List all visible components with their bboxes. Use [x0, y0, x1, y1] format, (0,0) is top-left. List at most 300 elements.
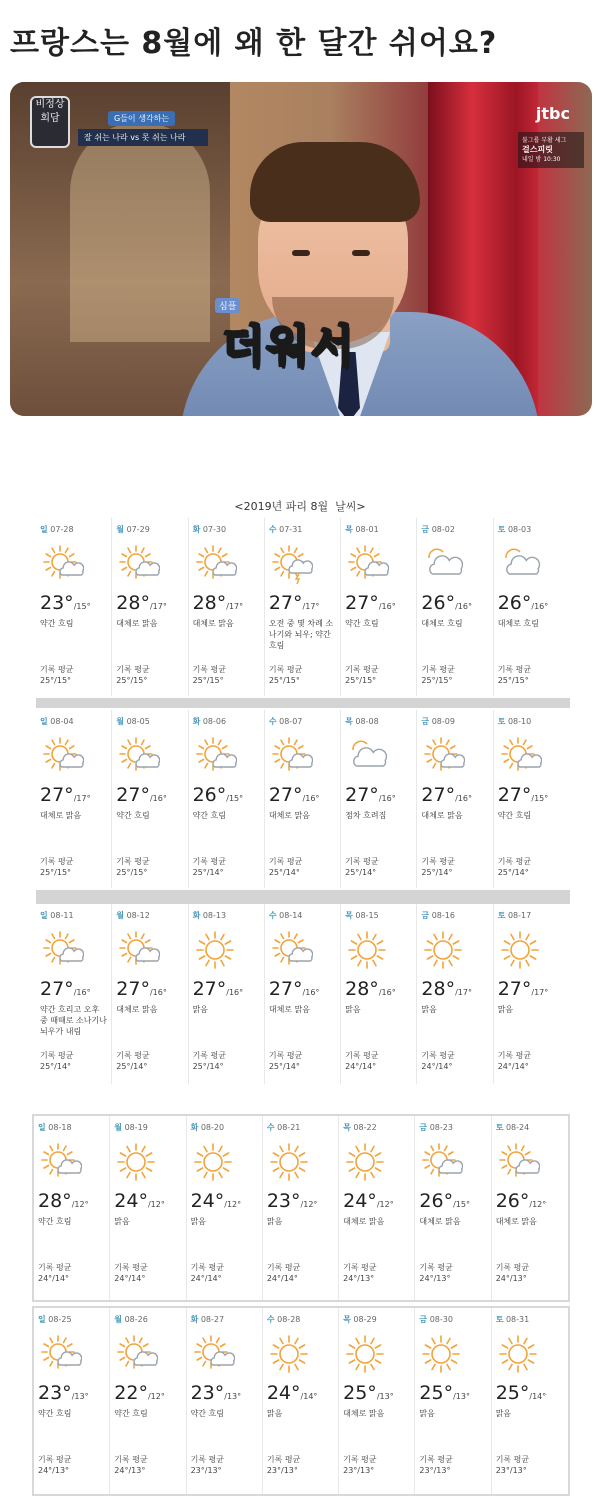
day-cell[interactable] — [341, 710, 417, 888]
high-temp: 25° — [419, 1382, 454, 1404]
sun-icon — [345, 930, 389, 970]
day-cell[interactable] — [492, 1116, 568, 1300]
temperature — [40, 978, 91, 1000]
date-label: 08-09 — [431, 717, 455, 726]
date-label: 08-18 — [48, 1123, 72, 1132]
low-temp: /13° — [376, 1392, 394, 1401]
date-label: 08-21 — [277, 1123, 301, 1132]
temperature — [267, 1190, 318, 1212]
week-row — [36, 710, 570, 888]
day-header — [40, 524, 74, 535]
low-temp: /12° — [376, 1200, 394, 1209]
day-header — [269, 716, 303, 727]
weekday-label: 금 — [421, 717, 430, 726]
sun-cloud-icon — [38, 1334, 82, 1374]
day-header — [345, 910, 379, 921]
sun-icon — [496, 1334, 540, 1374]
sun-cloud-icon — [116, 736, 160, 776]
sun-cloud-icon — [193, 736, 237, 776]
high-temp: 24° — [343, 1190, 377, 1212]
average-temp: 24°/14° — [38, 1274, 70, 1283]
average-temp: 25°/15° — [421, 676, 453, 685]
average-temp: 23°/13° — [495, 1466, 527, 1475]
sun-cloud-icon — [193, 544, 237, 584]
average-label: 기록 평균 — [40, 857, 74, 866]
high-temp: 26° — [497, 592, 532, 614]
low-temp: /16° — [531, 602, 549, 611]
temperature — [419, 1382, 470, 1404]
promo-line: 불그룹 부활 세그 — [522, 137, 567, 144]
sun-cloud-icon — [421, 736, 465, 776]
sun-icon — [343, 1142, 387, 1182]
sun-cloud-icon — [38, 1142, 82, 1182]
average-label: 기록 평균 — [497, 1051, 532, 1060]
date-label: 08-06 — [202, 717, 227, 726]
high-temp: 25° — [495, 1382, 530, 1404]
temperature — [191, 1190, 242, 1212]
day-header — [421, 910, 455, 921]
high-temp: 26° — [495, 1190, 530, 1212]
weather-description: 약간 흐림 — [190, 1409, 225, 1418]
weekday-label: 금 — [421, 525, 430, 534]
day-header — [38, 1314, 72, 1325]
sun-icon — [193, 930, 237, 970]
high-temp: 27° — [268, 978, 303, 1000]
weather-description: 맑음 — [114, 1217, 130, 1226]
high-temp: 27° — [345, 592, 379, 614]
day-cell[interactable] — [417, 518, 493, 696]
sun-icon — [419, 1334, 463, 1374]
low-temp: /12° — [147, 1392, 165, 1401]
low-temp: /16° — [378, 794, 396, 803]
day-cell[interactable] — [34, 1116, 110, 1300]
date-label: 08-28 — [277, 1315, 301, 1324]
weekday-label: 일 — [38, 1123, 46, 1132]
date-label: 08-29 — [353, 1315, 377, 1324]
day-header — [40, 716, 74, 727]
weekday-label: 일 — [40, 717, 48, 726]
weekday-label: 월 — [114, 1315, 123, 1324]
average-label: 기록 평균 — [114, 1455, 148, 1464]
weather-description: 맑음 — [497, 1005, 514, 1014]
temperature — [269, 784, 320, 806]
week-separator — [36, 890, 570, 900]
low-temp: /14° — [300, 1392, 318, 1401]
temperature — [498, 978, 549, 1000]
weekday-label: 목 — [345, 717, 353, 726]
day-cell[interactable] — [341, 904, 417, 1084]
day-header — [193, 524, 227, 535]
temperature — [193, 784, 244, 806]
date-label: 08-02 — [431, 525, 455, 534]
average-label: 기록 평균 — [40, 1051, 74, 1060]
sun-cloud-icon — [269, 736, 313, 776]
temperature — [345, 784, 396, 806]
weekday-label: 토 — [497, 717, 506, 726]
average-temp: 25°/14° — [192, 868, 224, 877]
high-temp: 26° — [421, 592, 456, 614]
weekday-label: 목 — [345, 911, 353, 920]
average-temp: 24°/13° — [495, 1274, 527, 1283]
high-temp: 28° — [116, 592, 150, 614]
date-label: 08-30 — [429, 1315, 453, 1324]
average-temp: 24°/14° — [497, 1062, 529, 1071]
low-temp: /13° — [453, 1392, 470, 1401]
weekday-label: 월 — [116, 911, 125, 920]
weekday-label: 수 — [268, 911, 277, 920]
weather-description: 맑음 — [345, 1005, 361, 1014]
weekday-label: 목 — [343, 1315, 351, 1324]
date-label: 08-11 — [50, 911, 74, 920]
day-header — [421, 524, 455, 535]
topic-banner-bottom: 잘 쉬는 나라 vs 못 쉬는 나라 — [78, 129, 208, 146]
promo-box — [518, 132, 584, 168]
temperature — [419, 1190, 470, 1212]
high-temp: 24° — [266, 1382, 301, 1404]
average-label: 기록 평균 — [421, 665, 455, 674]
day-cell[interactable] — [494, 904, 570, 1084]
average-temp: 24°/14° — [345, 1062, 377, 1071]
high-temp: 25° — [343, 1382, 377, 1404]
temperature — [38, 1382, 89, 1404]
day-header — [193, 716, 227, 727]
high-temp: 23° — [38, 1382, 72, 1404]
temperature — [193, 978, 244, 1000]
date-label: 08-25 — [48, 1315, 72, 1324]
average-temp: 25°/15° — [116, 868, 148, 877]
day-header — [496, 1122, 530, 1133]
weather-description: 대체로 흐림 — [497, 619, 539, 628]
average-temp: 25°/14° — [40, 1062, 72, 1071]
weekday-label: 월 — [116, 525, 125, 534]
channel-logo: jtbc — [535, 104, 570, 123]
day-cell[interactable] — [34, 1308, 110, 1494]
date-label: 07-29 — [126, 525, 150, 534]
high-temp: 24° — [190, 1190, 225, 1212]
date-label: 07-30 — [202, 525, 227, 534]
day-cell[interactable] — [263, 1116, 339, 1300]
day-cell[interactable] — [36, 710, 112, 888]
high-temp: 26° — [192, 784, 227, 806]
low-temp: /16° — [302, 794, 320, 803]
high-temp: 24° — [114, 1190, 148, 1212]
day-header — [267, 1122, 301, 1133]
weather-description: 맑음 — [419, 1409, 435, 1418]
weather-description: 맑음 — [192, 1005, 209, 1014]
sun-icon — [421, 930, 465, 970]
date-label: 07-31 — [279, 525, 303, 534]
low-temp: /12° — [71, 1200, 89, 1209]
day-header — [191, 1314, 225, 1325]
date-label: 08-20 — [200, 1123, 225, 1132]
day-header — [40, 910, 74, 921]
day-cell[interactable] — [494, 518, 570, 696]
cloud-sun-icon — [498, 544, 542, 584]
day-cell[interactable] — [339, 1116, 415, 1300]
average-temp: 24°/13° — [114, 1466, 146, 1475]
average-label: 기록 평균 — [419, 1263, 453, 1272]
average-temp: 24°/14° — [114, 1274, 146, 1283]
average-temp: 24°/13° — [38, 1466, 70, 1475]
day-cell[interactable] — [187, 1308, 263, 1494]
weekday-label: 금 — [419, 1123, 428, 1132]
day-cell[interactable] — [189, 518, 265, 696]
temperature — [269, 978, 320, 1000]
day-cell[interactable] — [189, 904, 265, 1084]
average-temp: 25°/15° — [116, 676, 148, 685]
average-label: 기록 평균 — [345, 857, 379, 866]
weather-description: 대체로 맑음 — [343, 1217, 385, 1226]
day-header — [269, 524, 303, 535]
weather-description: 약간 흐림 — [40, 619, 74, 628]
average-label: 기록 평균 — [190, 1263, 225, 1272]
date-label: 08-13 — [202, 911, 227, 920]
temperature — [114, 1382, 165, 1404]
weekday-label: 수 — [268, 717, 277, 726]
weekday-label: 화 — [190, 1315, 199, 1324]
weather-description: 대체로 흐림 — [421, 619, 463, 628]
date-label: 08-17 — [507, 911, 532, 920]
average-temp: 25°/15° — [40, 676, 72, 685]
day-header — [38, 1122, 72, 1133]
day-header — [191, 1122, 225, 1133]
day-header — [114, 1314, 148, 1325]
weekday-label: 화 — [190, 1123, 199, 1132]
average-temp: 24°/14° — [190, 1274, 222, 1283]
average-label: 기록 평균 — [419, 1455, 453, 1464]
weekday-label: 토 — [497, 911, 506, 920]
date-label: 08-01 — [355, 525, 379, 534]
weather-description: 대체로 맑음 — [268, 1005, 311, 1014]
average-label: 기록 평균 — [192, 665, 227, 674]
sun-cloud-icon — [116, 544, 160, 584]
low-temp: /15° — [453, 1200, 470, 1209]
average-temp: 25°/14° — [116, 1062, 148, 1071]
day-header — [345, 716, 379, 727]
weekday-label: 토 — [495, 1315, 504, 1324]
day-cell[interactable] — [265, 904, 341, 1084]
temperature — [267, 1382, 318, 1404]
date-label: 08-15 — [355, 911, 379, 920]
average-label: 기록 평균 — [421, 857, 455, 866]
low-temp: /17° — [73, 794, 91, 803]
high-temp: 27° — [268, 592, 303, 614]
day-cell[interactable] — [112, 518, 188, 696]
average-temp: 25°/14° — [192, 1062, 224, 1071]
temperature — [498, 784, 549, 806]
weather-description: 대체로 맑음 — [421, 811, 463, 820]
average-label: 기록 평균 — [343, 1455, 377, 1464]
day-header — [114, 1122, 148, 1133]
sun-icon — [343, 1334, 387, 1374]
day-cell[interactable] — [112, 710, 188, 888]
week-row — [32, 1306, 570, 1496]
day-cell[interactable] — [36, 904, 112, 1084]
day-cell[interactable] — [263, 1308, 339, 1494]
day-cell[interactable] — [110, 1308, 186, 1494]
sun-icon — [114, 1142, 158, 1182]
topic-banner-top: G들이 생각하는 — [108, 111, 175, 126]
tv-screenshot — [10, 82, 592, 416]
day-header — [498, 524, 532, 535]
day-cell[interactable] — [112, 904, 188, 1084]
date-label: 08-22 — [353, 1123, 377, 1132]
tv-caption: 더워서 — [222, 321, 356, 372]
day-header — [345, 524, 379, 535]
sun-cloud-icon — [40, 544, 84, 584]
man-hair — [250, 142, 420, 222]
day-header — [419, 1314, 453, 1325]
weather-description: 약간 흐림 — [38, 1217, 72, 1226]
weather-description: 대체로 맑음 — [343, 1409, 385, 1418]
average-temp: 23°/13° — [343, 1466, 375, 1475]
sun-cloud-icon — [116, 930, 160, 970]
average-label: 기록 평균 — [114, 1263, 148, 1272]
high-temp: 27° — [40, 784, 74, 806]
temperature — [114, 1190, 165, 1212]
low-temp: /17° — [531, 988, 549, 997]
week-row — [32, 1114, 570, 1302]
low-temp: /16° — [149, 988, 167, 997]
day-cell[interactable] — [265, 710, 341, 888]
week-separator — [36, 698, 570, 708]
average-temp: 25°/14° — [497, 868, 529, 877]
temperature — [496, 1190, 547, 1212]
promo-time: 내일 밤 10:30 — [522, 156, 561, 163]
weather-description: 오전 중 몇 차례 소나기와 뇌우; 약간 흐림 — [268, 619, 334, 650]
average-label: 기록 평균 — [266, 1263, 301, 1272]
temperature — [40, 784, 91, 806]
date-label: 08-10 — [507, 717, 532, 726]
average-temp: 25°/14° — [268, 1062, 300, 1071]
day-header — [421, 716, 455, 727]
day-cell[interactable] — [265, 518, 341, 696]
sun-cloud-icon — [345, 544, 389, 584]
low-temp: /16° — [73, 988, 91, 997]
sun-icon — [191, 1142, 235, 1182]
weekday-label: 수 — [266, 1123, 275, 1132]
date-label: 08-05 — [126, 717, 150, 726]
day-cell[interactable] — [110, 1116, 186, 1300]
high-temp: 27° — [268, 784, 303, 806]
day-cell[interactable] — [189, 710, 265, 888]
sun-icon — [267, 1334, 311, 1374]
high-temp: 27° — [192, 978, 227, 1000]
day-cell[interactable] — [187, 1116, 263, 1300]
weather-description: 점차 흐려짐 — [345, 811, 387, 820]
week-row — [36, 904, 570, 1084]
high-temp: 28° — [38, 1190, 72, 1212]
date-label: 08-24 — [505, 1123, 530, 1132]
average-label: 기록 평균 — [421, 1051, 455, 1060]
weekday-label: 수 — [266, 1315, 275, 1324]
sun-cloud-icon — [114, 1334, 158, 1374]
week-separator — [36, 900, 570, 904]
day-cell[interactable] — [36, 518, 112, 696]
weekday-label: 금 — [421, 911, 430, 920]
average-temp: 24°/13° — [343, 1274, 375, 1283]
low-temp: /16° — [378, 602, 396, 611]
high-temp: 28° — [421, 978, 456, 1000]
high-temp: 23° — [40, 592, 74, 614]
average-temp: 25°/14° — [268, 868, 300, 877]
average-temp: 23°/13° — [266, 1466, 298, 1475]
date-label: 08-31 — [505, 1315, 530, 1324]
weather-description: 대체로 맑음 — [268, 811, 311, 820]
low-temp: /15° — [531, 794, 549, 803]
day-header — [116, 910, 150, 921]
day-cell[interactable] — [417, 904, 493, 1084]
date-label: 08-23 — [429, 1123, 453, 1132]
low-temp: /16° — [378, 988, 396, 997]
temperature — [40, 592, 91, 614]
low-temp: /16° — [226, 988, 244, 997]
low-temp: /16° — [149, 794, 167, 803]
day-cell[interactable] — [492, 1308, 568, 1494]
low-temp: /16° — [455, 794, 472, 803]
page-headline: 프랑스는 8월에 왜 한 달간 쉬어요? — [10, 26, 498, 61]
sun-cloud-icon — [496, 1142, 540, 1182]
high-temp: 27° — [116, 978, 150, 1000]
temperature — [345, 592, 396, 614]
sun-cloud-icon — [40, 930, 84, 970]
weather-description: 맑음 — [495, 1409, 512, 1418]
day-cell[interactable] — [415, 1116, 491, 1300]
weekday-label: 목 — [343, 1123, 351, 1132]
weather-description: 대체로 맑음 — [40, 811, 82, 820]
weather-description: 약간 흐림 — [116, 811, 150, 820]
weekday-label: 월 — [114, 1123, 123, 1132]
day-header — [193, 910, 227, 921]
sun-icon — [498, 930, 542, 970]
day-cell[interactable] — [415, 1308, 491, 1494]
date-label: 08-04 — [50, 717, 74, 726]
temperature — [116, 592, 167, 614]
temperature — [421, 784, 472, 806]
weekday-label: 금 — [419, 1315, 428, 1324]
day-cell[interactable] — [341, 518, 417, 696]
weather-description: 맑음 — [190, 1217, 207, 1226]
weather-description: 약간 흐림 — [38, 1409, 72, 1418]
weather-description: 대체로 맑음 — [116, 1005, 158, 1014]
temperature — [345, 978, 396, 1000]
temperature — [343, 1190, 394, 1212]
sun-icon — [267, 1142, 311, 1182]
topic-banner — [78, 106, 208, 146]
day-cell[interactable] — [417, 710, 493, 888]
high-temp: 27° — [497, 784, 532, 806]
temperature — [496, 1382, 547, 1404]
man-left-eye — [292, 250, 310, 256]
day-cell[interactable] — [494, 710, 570, 888]
day-header — [496, 1314, 530, 1325]
temperature — [421, 592, 472, 614]
high-temp: 23° — [266, 1190, 301, 1212]
day-header — [343, 1122, 377, 1133]
average-label: 기록 평균 — [116, 857, 150, 866]
day-header — [267, 1314, 301, 1325]
sun-cloud-icon — [40, 736, 84, 776]
day-cell[interactable] — [339, 1308, 415, 1494]
day-header — [269, 910, 303, 921]
day-header — [116, 716, 150, 727]
date-label: 08-03 — [507, 525, 532, 534]
low-temp: /17° — [149, 602, 167, 611]
average-label: 기록 평균 — [345, 1051, 379, 1060]
weekday-label: 월 — [116, 717, 125, 726]
average-temp: 25°/15° — [497, 676, 529, 685]
date-label: 07-28 — [50, 525, 74, 534]
